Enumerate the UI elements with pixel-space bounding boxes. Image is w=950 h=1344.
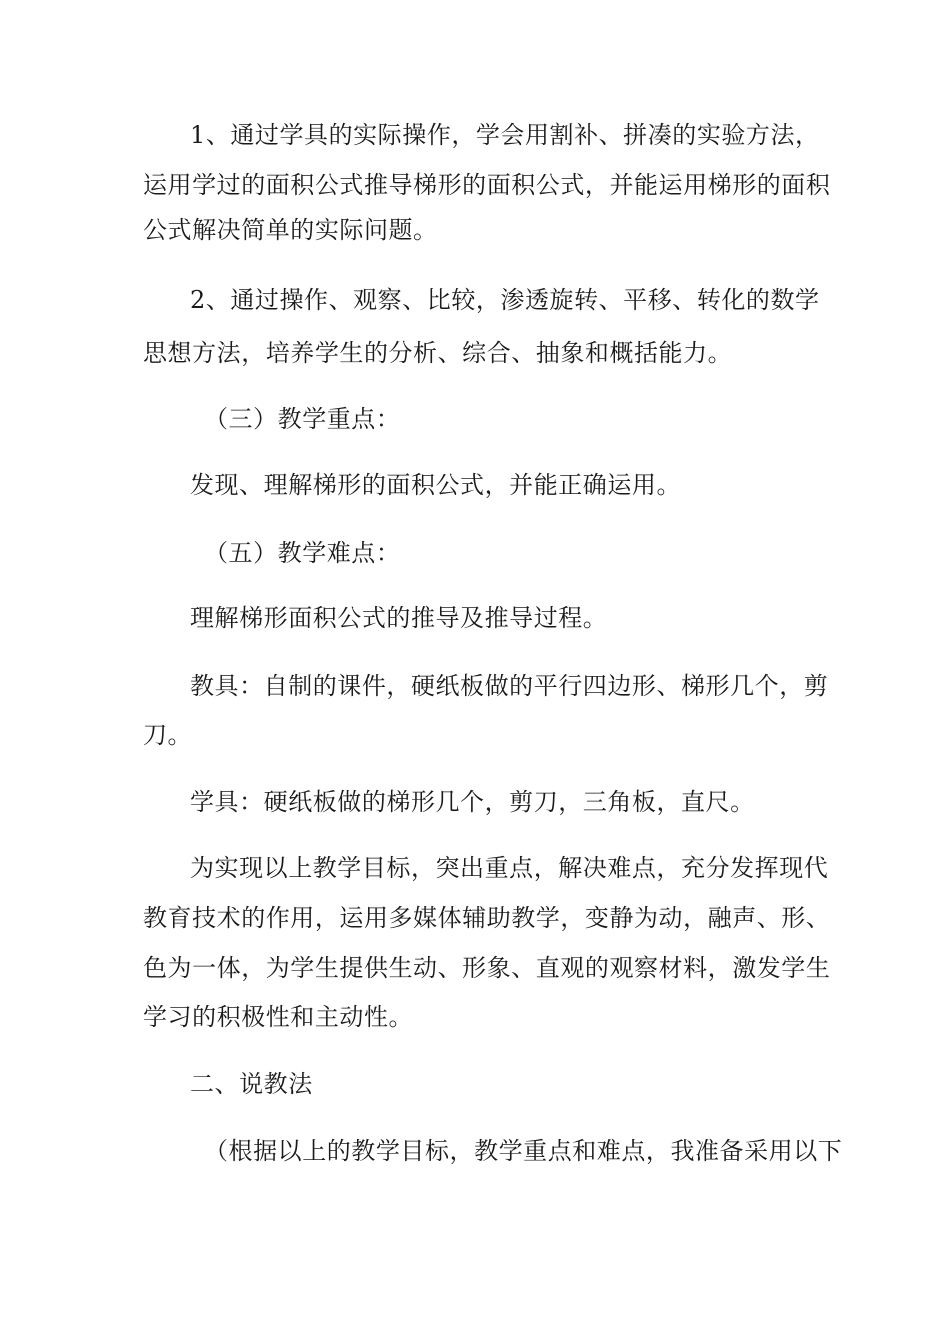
paragraph-goals-line-3: 色为一体，为学生提供生动、形象、直观的观察材料，激发学生 [143,954,831,982]
learning-aids-text: 学具：硬纸板做的梯形几个，剪刀，三角板，直尺。 [190,788,755,816]
section-heading-teaching-methods: 二、说教法 [190,1070,313,1098]
paragraph-1-line-2: 运用学过的面积公式推导梯形的面积公式，并能运用梯形的面积 [143,171,831,199]
teaching-aids-line-1: 教具：自制的课件，硬纸板做的平行四边形、梯形几个，剪 [190,672,829,700]
heading-teaching-focus: （三）教学重点： [204,405,401,433]
paragraph-1-line-3: 公式解决简单的实际问题。 [143,216,438,244]
paragraph-goals-line-4: 学习的积极性和主动性。 [143,1003,414,1031]
teaching-aids-line-2: 刀。 [143,721,193,749]
teaching-focus-text: 发现、理解梯形的面积公式，并能正确运用。 [190,471,681,499]
paragraph-goals-line-2: 教育技术的作用，运用多媒体辅助教学，变静为动，融声、形、 [143,904,831,932]
teaching-difficulty-text: 理解梯形面积公式的推导及推导过程。 [190,604,608,632]
paragraph-2-line-2: 思想方法，培养学生的分析、综合、抽象和概括能力。 [143,339,733,367]
paragraph-2-line-1: 2、通过操作、观察、比较，渗透旋转、平移、转化的数学 [190,286,820,314]
paragraph-methods-line-1: （根据以上的教学目标，教学重点和难点，我准备采用以下 [204,1137,843,1165]
paragraph-goals-line-1: 为实现以上教学目标，突出重点，解决难点，充分发挥现代 [190,854,829,882]
heading-teaching-difficulty: （五）教学难点： [204,539,401,567]
paragraph-1-line-1: 1、通过学具的实际操作，学会用割补、拼凑的实验方法， [190,121,820,149]
